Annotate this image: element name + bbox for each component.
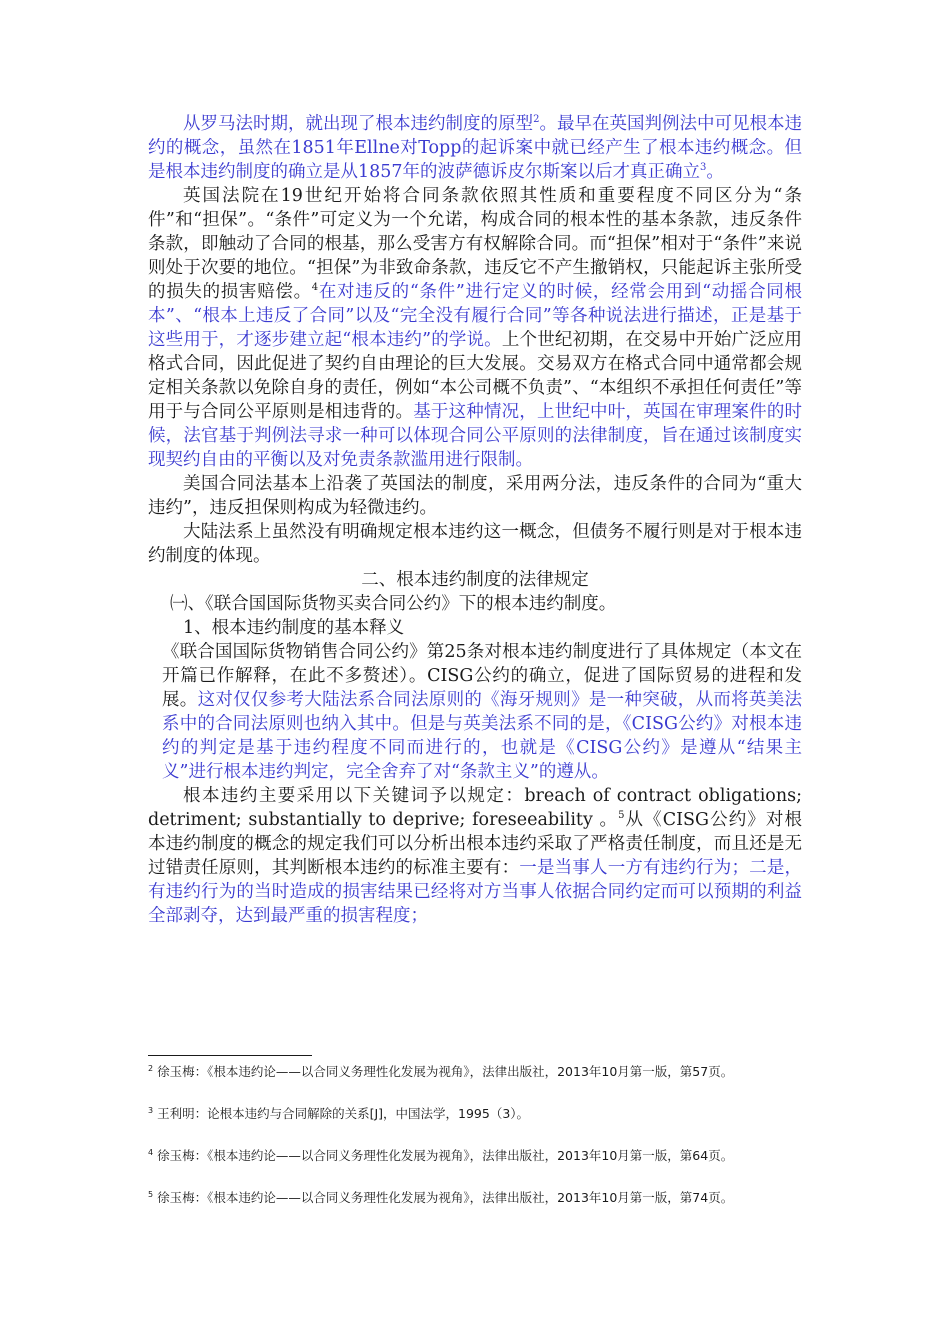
paragraph-text-highlight: 这对仅仅参考大陆法系合同法原则的《海牙规则》是一种突破，从而将英美法系中的合同法原则也纳入其中。但是与英美法系不同的是，《CISG公约》对根本违约的判定是基于违约程度不同而进行的，也就是《CISG公约》是遵从“结果主义”进行根本违约判定，完全舍弃了对“条款主义”的遵从。 <box>162 690 803 782</box>
footnote <box>148 1062 802 1082</box>
paragraph-text-highlight: 在对违反的“条件”进行定义的时候，经常会用到“动摇合同根本”、“根本上违反了合同”以及“完全没有履行合同”等各种说法进行描述，正是基于这些用于，才逐步建立起“根本违约”的学说。 <box>148 282 803 350</box>
footnote-ref[interactable]: 2 <box>533 114 540 126</box>
footnote-text: 徐玉梅：《根本违约论——以合同义务理性化发展为视角》，法律出版社，2013年10月第一版，第74页。 <box>157 1190 734 1205</box>
subsubsection-heading: 1、根本违约制度的基本释义 <box>183 618 405 638</box>
paragraph-text: 上个世纪初期，在交易中开始广泛应用格式合同，因此促进了契约自由理论的巨大发展。交易双方在格式合同中通常都会规定相关条款以免除自身的责任，例如“本公司概不负责”、“本组织不承担任何责任”等用于与合同公平原则是相违背的。 <box>148 330 802 422</box>
paragraph-text: 从罗马法时期，就出现了根本违约制度的原型 <box>183 114 534 134</box>
footnote <box>148 1188 802 1208</box>
paragraph-text: 从《CISG公约》对根本违约制度的概念的规定我们可以分析出根本违约采取了严格责任制度，而且还是无过错责任原则，其判断根本违约的标准主要有： <box>148 810 802 878</box>
subsection-heading: ㈠、《联合国国际货物买卖合同公约》下的根本违约制度。 <box>170 594 617 614</box>
footnote-ref[interactable]: 3 <box>700 162 707 174</box>
paragraph-roman-law <box>148 112 802 184</box>
paragraph-civil-law: 大陆法系上虽然没有明确规定根本违约这一概念，但债务不履行则是对于根本违约制度的体现。 <box>148 522 802 566</box>
paragraph-american-law: 美国合同法基本上沿袭了英国法的制度，采用两分法，违反条件的合同为“重大违约”，违反担保则构成为轻微违约。 <box>148 474 802 518</box>
footnote-number: 2 <box>148 1063 154 1073</box>
paragraph-text-highlight: 一是当事人一方有违约行为；二是，有违约行为的当时造成的损害结果已经将对方当事人依据合同约定而可以预期的利益全部剥夺，达到最严重的损害程度； <box>148 858 803 926</box>
footnote-text: 徐玉梅：《根本违约论——以合同义务理性化发展为视角》，法律出版社，2013年10月第一版，第64页。 <box>157 1148 734 1163</box>
paragraph-text: 《联合国国际货物销售合同公约》第25条对根本违约制度进行了具体规定（本文在开篇已作解释，在此不多赘述）。CISG公约的确立，促进了国际贸易的进程和发展。 <box>162 642 802 710</box>
paragraph-keywords <box>148 784 802 928</box>
section-heading: 二、根本违约制度的法律规定 <box>361 570 589 590</box>
paragraph-text: 。 <box>706 162 724 182</box>
footnote-ref[interactable]: 5 <box>618 810 625 822</box>
paragraph-text: 英国法院在19世纪开始将合同条款依照其性质和重要程度不同区分为“条件”和“担保”。“条件”可定义为一个允诺，构成合同的根本性的基本条款，违反条件条款，即触动了合同的根基，那么受害方有权解除合同。而“担保”相对于“条件”来说则处于次要的地位。“担保”为非致命条款，违反它不产生撤销权，只能起诉主张所受的损失的损害赔偿。 <box>148 186 802 302</box>
footnote-ref[interactable]: 4 <box>311 282 319 294</box>
paragraph-english-court <box>148 184 802 472</box>
document-body <box>148 112 802 928</box>
footnote <box>148 1104 802 1124</box>
footnote <box>148 1146 802 1166</box>
footnote-number: 5 <box>148 1189 154 1199</box>
footnote-divider <box>148 1055 312 1056</box>
footnote-text: 徐玉梅：《根本违约论——以合同义务理性化发展为视角》，法律出版社，2013年10月第一版，第57页。 <box>157 1064 734 1079</box>
paragraph-text-highlight: 基于这种情况，上世纪中叶，英国在审理案件的时候，法官基于判例法寻求一种可以体现合同公平原则的法律制度，旨在通过该制度实现契约自由的平衡以及对免责条款滥用进行限制。 <box>148 402 803 470</box>
paragraph-cisg-article <box>148 640 802 784</box>
footnote-text: 王利明：论根本违约与合同解除的关系[J]，中国法学，1995（3）。 <box>157 1106 530 1121</box>
paragraph-text: 根本违约主要采用以下关键词予以规定：breach of contract obligations; detriment; substantially to deprive; foreseeability 。 <box>148 786 802 830</box>
footnote-number: 3 <box>148 1105 154 1115</box>
footnote-number: 4 <box>148 1147 154 1157</box>
paragraph-text: 。最早在英国判例法中可见根本违约的概念，虽然在1851年Ellne对Topp的起诉案中就已经产生了根本违约概念。但是根本违约制度的确立是从1857年的波萨德诉皮尔斯案以后才真正确立 <box>148 114 803 182</box>
footnotes <box>148 1062 802 1230</box>
